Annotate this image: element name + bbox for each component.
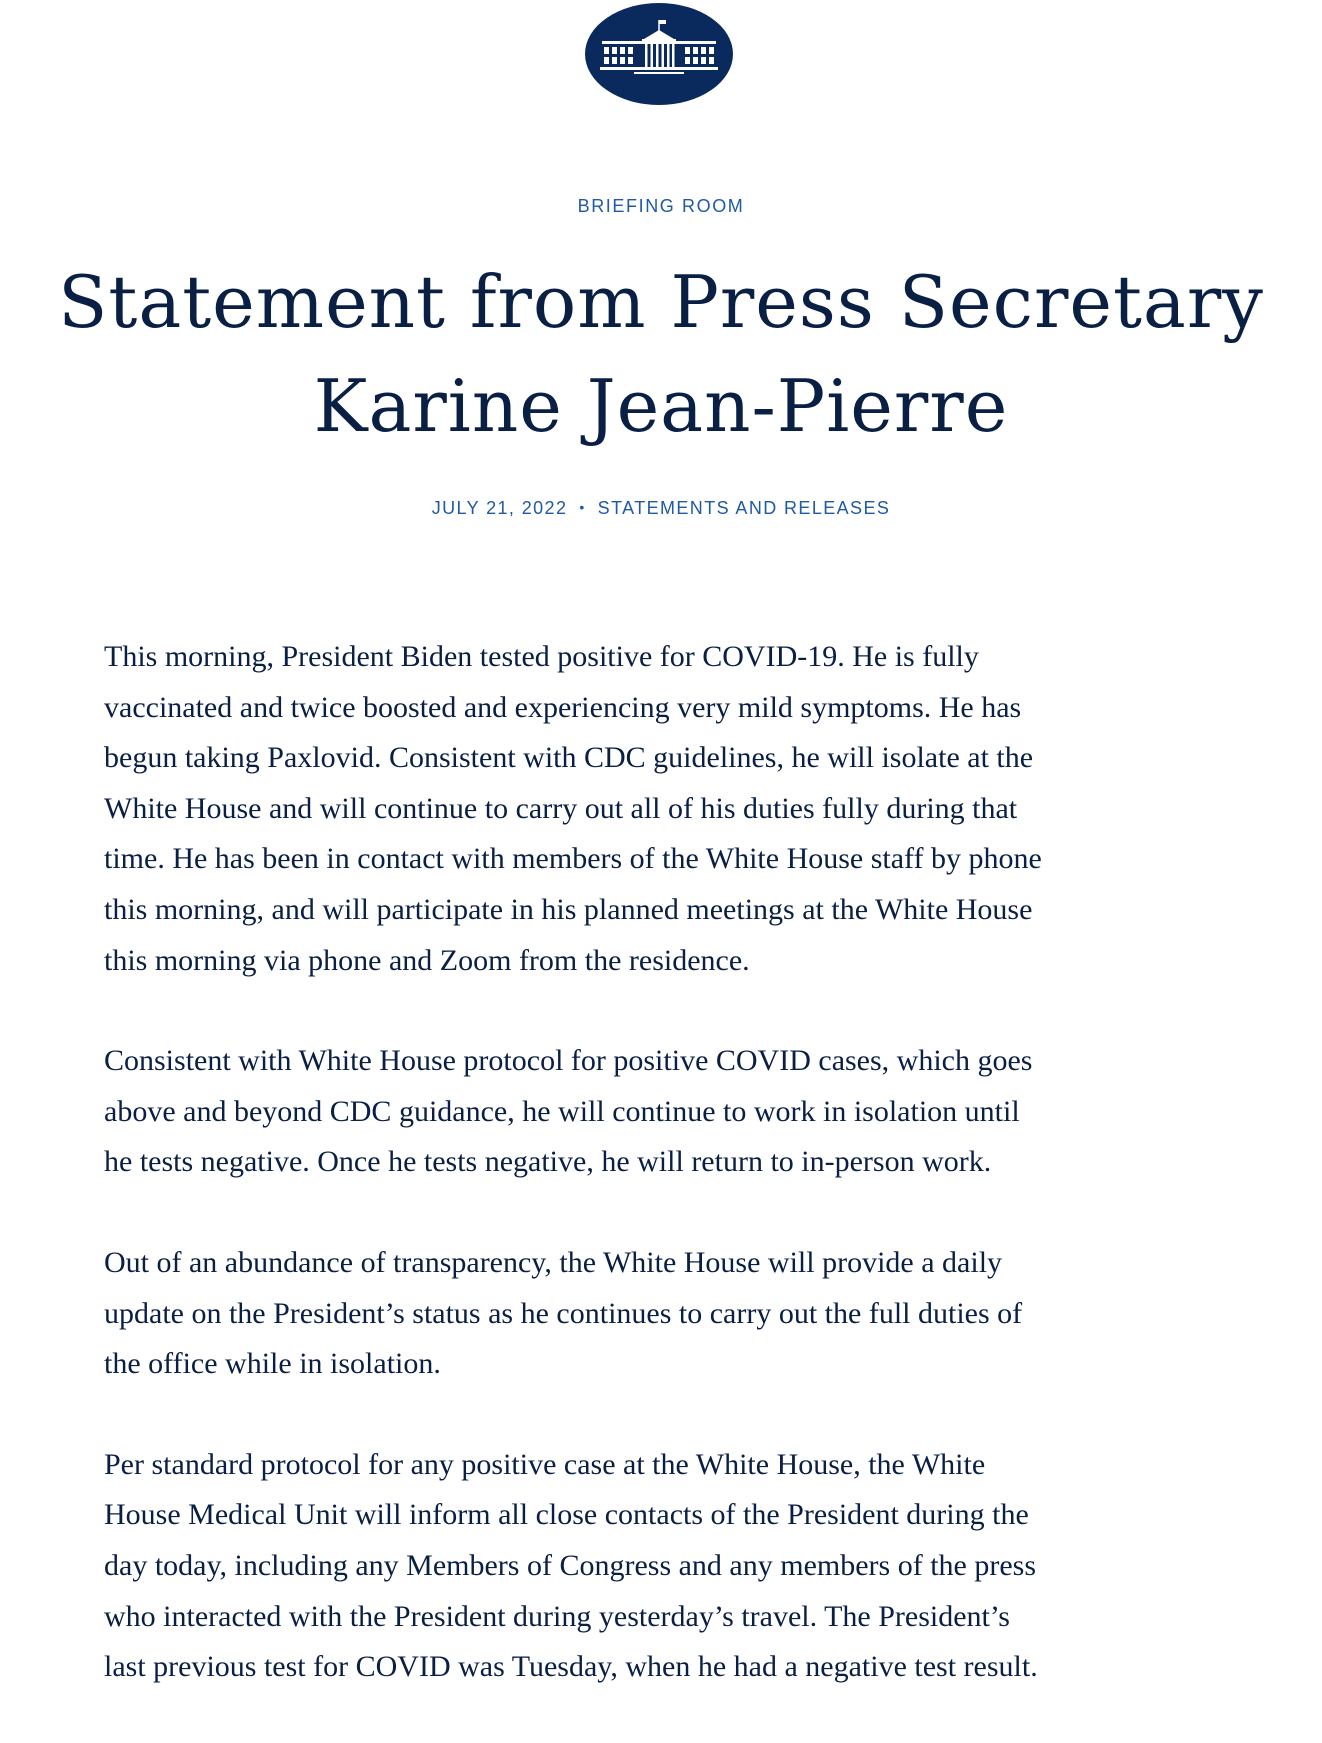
paragraph-line: Per standard protocol for any positive case at the White House, the White: [104, 1447, 986, 1481]
title-line: Karine Jean-Pierre: [313, 364, 1009, 448]
paragraph-line: day today, including any Members of Congress and any members of the press: [104, 1548, 1037, 1582]
paragraph-line: This morning, President Biden tested positive for COVID-19. He is fully: [104, 640, 979, 673]
title-line: Statement from Press Secretary: [58, 260, 1264, 344]
paragraph-line: begun taking Paxlovid. Consistent with CDC guidelines, he will isolate at the: [104, 741, 1034, 775]
paragraph-line: time. He has been in contact with members of the White House staff by phone: [104, 842, 1042, 876]
white-house-logo-icon[interactable]: [584, 2, 734, 107]
paragraph: [104, 632, 1224, 986]
category-link[interactable]: STATEMENTS AND RELEASES: [597, 498, 891, 518]
paragraph-line: the office while in isolation.: [104, 1347, 441, 1381]
paragraph-line: White House and will continue to carry out all of his duties fully during that: [104, 791, 1018, 825]
paragraph: [104, 1440, 1224, 1693]
post-date: JULY 21, 2022: [431, 498, 568, 518]
paragraph-line: this morning via phone and Zoom from the residence.: [104, 943, 750, 977]
page-title: [0, 250, 1322, 458]
article-body: [104, 632, 1224, 1743]
paragraph: [104, 1238, 1224, 1390]
paragraph-line: House Medical Unit will inform all close contacts of the President during the: [104, 1498, 1029, 1532]
meta-separator: •: [579, 499, 586, 515]
paragraph-line: who interacted with the President during yesterday’s travel. The President’s: [104, 1599, 1010, 1633]
paragraph-line: Out of an abundance of transparency, the White House will provide a daily: [104, 1245, 1003, 1279]
post-meta: [0, 498, 1322, 519]
paragraph: [104, 1036, 1224, 1188]
paragraph-line: he tests negative. Once he tests negative, he will return to in-person work.: [104, 1145, 992, 1179]
briefing-room-link[interactable]: BRIEFING ROOM: [577, 196, 745, 216]
paragraph-line: last previous test for COVID was Tuesday, when he had a negative test result.: [104, 1650, 1038, 1684]
paragraph-line: vaccinated and twice boosted and experiencing very mild symptoms. He has: [104, 690, 1022, 724]
paragraph-line: Consistent with White House protocol for positive COVID cases, which goes: [104, 1044, 1033, 1078]
paragraph-line: above and beyond CDC guidance, he will continue to work in isolation until: [104, 1094, 1020, 1128]
paragraph-line: update on the President’s status as he continues to carry out the full duties of: [104, 1296, 1023, 1330]
paragraph-line: this morning, and will participate in his planned meetings at the White House: [104, 892, 1033, 926]
